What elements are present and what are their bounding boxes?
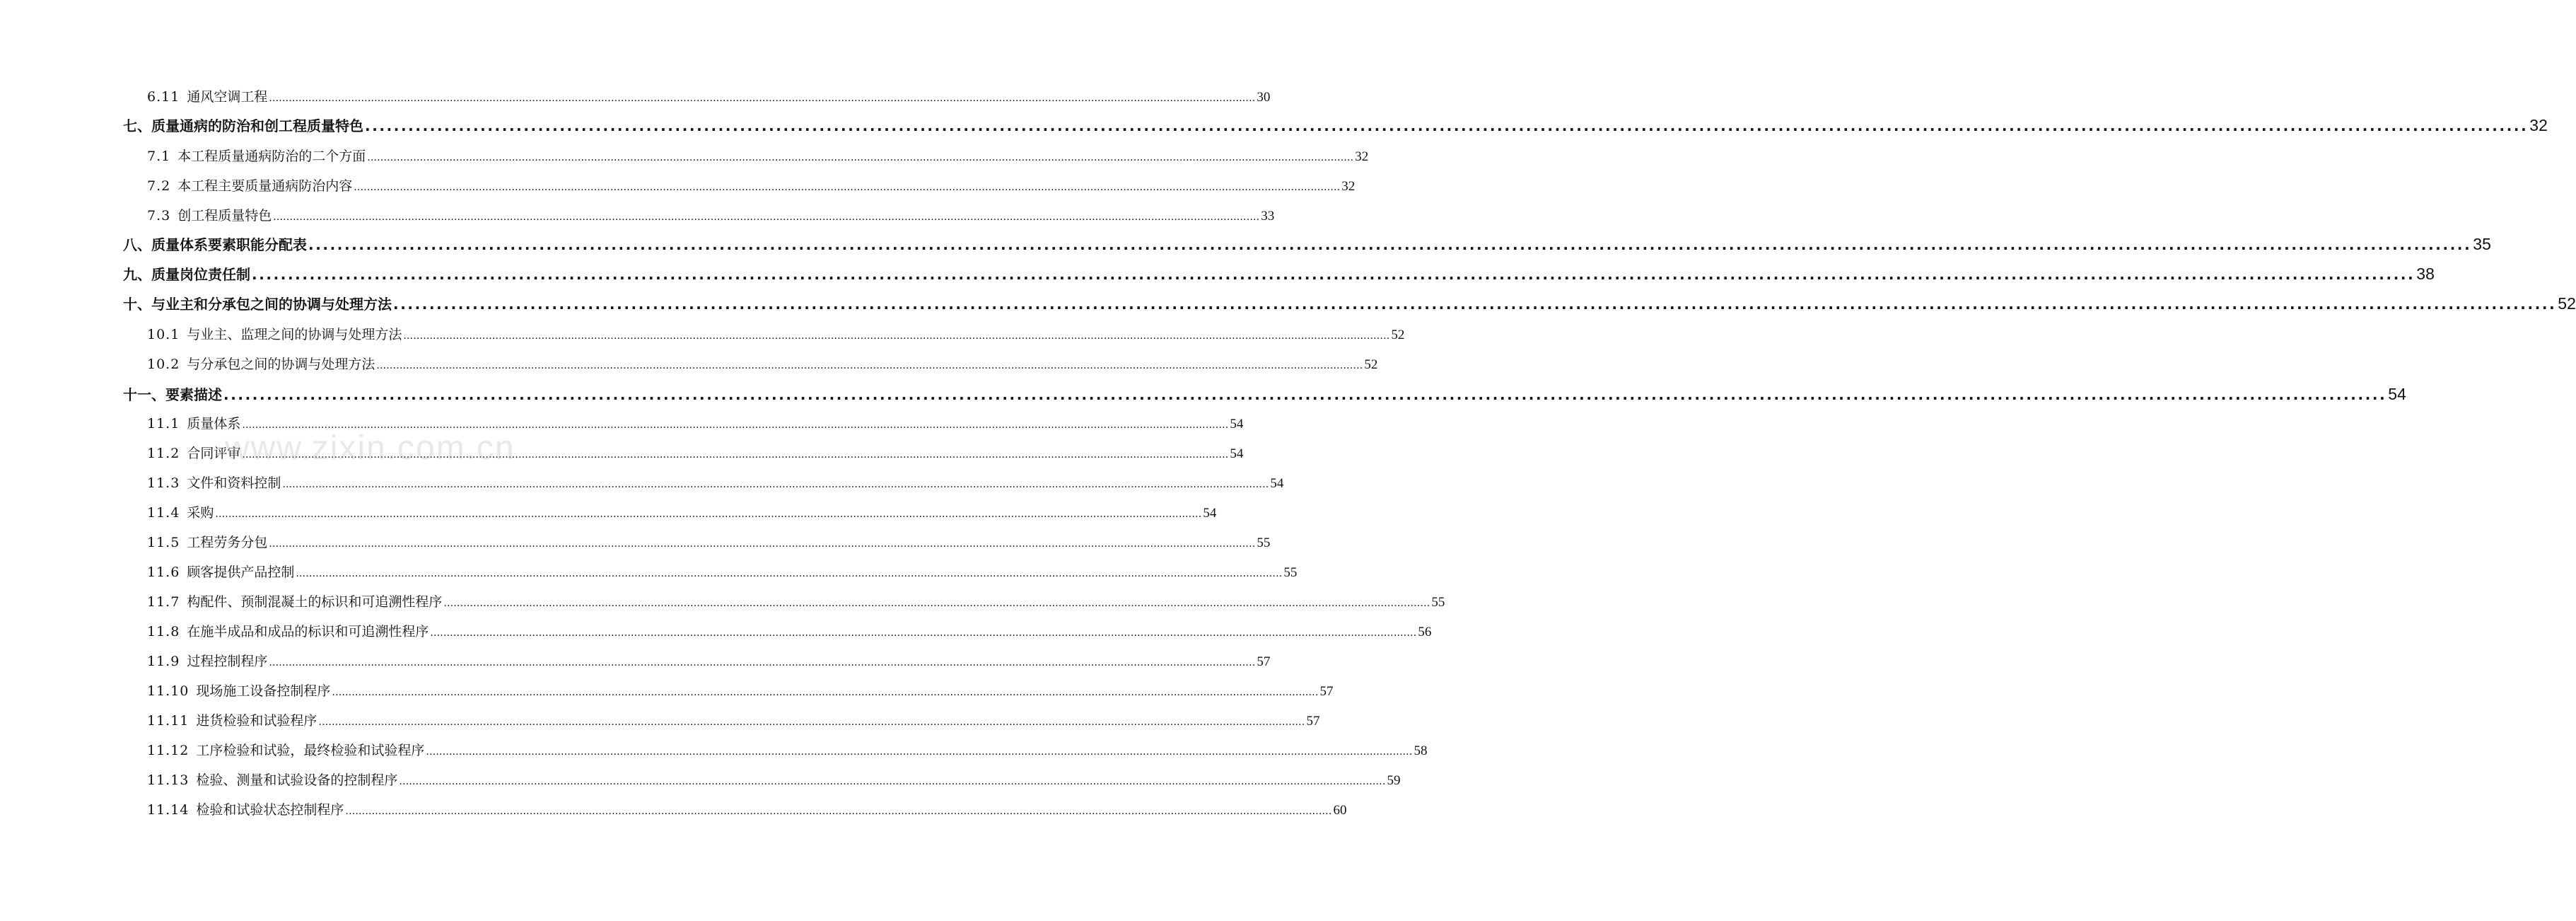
page-number: 32 [1341, 179, 1356, 194]
toc-chapter-entry[interactable] [123, 263, 2435, 284]
section-number: 11.8 [147, 624, 180, 639]
dot-leader: ............................................................................................................................................................................................................................................................................................................ [443, 598, 1430, 609]
entry-title: 九、质量岗位责任制 [123, 266, 250, 283]
dot-leader: ............................................................................................................................................................................................................................................................................................................ [403, 330, 1390, 342]
section-number: 11.5 [147, 535, 180, 550]
entry-title: 检验、测量和试验设备的控制程序 [196, 772, 398, 788]
entry-title: 本工程主要质量通病防治内容 [177, 178, 353, 194]
toc-chapter-entry[interactable] [123, 115, 2548, 136]
entry-title: 质量体系 [187, 416, 241, 431]
dot-leader: ............................................................................................................................................................................................................................................................................................................ [393, 296, 2557, 313]
dot-leader: ............................................................................................................................................................................................................................................................................................................ [242, 419, 1229, 431]
entry-title: 通风空调工程 [187, 89, 268, 105]
page-number: 54 [1230, 446, 1244, 461]
dot-leader: ............................................................................................................................................................................................................................................................................................................ [242, 449, 1229, 460]
toc-section-entry[interactable] [147, 443, 1244, 463]
page-number: 56 [1418, 625, 1432, 639]
dot-leader: ............................................................................................................................................................................................................................................................................................................ [215, 509, 1202, 520]
entry-title: 七、质量通病的防治和创工程质量特色 [123, 117, 363, 134]
page-number: 38 [2416, 265, 2435, 283]
dot-leader: ............................................................................................................................................................................................................................................................................................................ [273, 212, 1260, 223]
dot-leader: ............................................................................................................................................................................................................................................................................................................ [269, 538, 1256, 550]
dot-leader: ............................................................................................................................................................................................................................................................................................................ [308, 236, 2472, 253]
dot-leader: ............................................................................................................................................................................................................................................................................................................ [252, 266, 2415, 283]
toc-section-entry[interactable] [147, 324, 1405, 344]
dot-leader: ............................................................................................................................................................................................................................................................................................................ [376, 360, 1363, 371]
dot-leader: ............................................................................................................................................................................................................................................................................................................ [282, 479, 1269, 490]
section-number: 11.9 [147, 654, 180, 669]
page-number: 55 [1431, 595, 1445, 610]
toc-section-entry[interactable] [147, 86, 1271, 106]
entry-title: 十、与业主和分承包之间的协调与处理方法 [123, 296, 392, 313]
entry-title: 工程劳务分包 [187, 535, 268, 550]
section-number: 6.11 [147, 89, 180, 105]
section-number: 11.12 [147, 743, 190, 758]
toc-section-entry[interactable] [147, 770, 1401, 789]
page-number: 54 [1270, 476, 1284, 491]
page-number: 57 [1306, 714, 1320, 729]
dot-leader: ............................................................................................................................................................................................................................................................................................................ [365, 117, 2529, 134]
dot-leader: ............................................................................................................................................................................................................................................................................................................ [430, 627, 1417, 639]
dot-leader: ............................................................................................................................................................................................................................................................................................................ [426, 746, 1413, 758]
toc-section-entry[interactable] [147, 413, 1244, 433]
dot-leader: ............................................................................................................................................................................................................................................................................................................ [399, 776, 1386, 787]
entry-title: 工序检验和试验，最终检验和试验程序 [196, 743, 425, 758]
entry-title: 文件和资料控制 [187, 475, 281, 491]
dot-leader: ............................................................................................................................................................................................................................................................................................................ [223, 386, 2387, 403]
dot-leader: ............................................................................................................................................................................................................................................................................................................ [354, 182, 1341, 193]
entry-title: 与分承包之间的协调与处理方法 [187, 357, 375, 372]
section-number: 11.7 [147, 594, 180, 610]
toc-section-entry[interactable] [147, 146, 1369, 166]
toc-section-entry[interactable] [147, 740, 1428, 760]
toc-section-entry[interactable] [147, 502, 1217, 522]
page-number: 52 [1391, 328, 1405, 342]
section-number: 11.4 [147, 505, 180, 521]
dot-leader: ............................................................................................................................................................................................................................................................................................................ [269, 93, 1256, 104]
entry-title: 合同评审 [187, 446, 241, 461]
entry-title: 顾客提供产品控制 [187, 564, 295, 580]
page-number: 57 [1257, 654, 1271, 669]
entry-title: 八、质量体系要素职能分配表 [123, 236, 307, 253]
page-number: 32 [2529, 116, 2548, 134]
section-number: 11.1 [147, 416, 180, 431]
entry-title: 采购 [187, 505, 214, 521]
section-number: 10.2 [147, 357, 180, 372]
dot-leader: ............................................................................................................................................................................................................................................................................................................ [296, 568, 1283, 579]
toc-section-entry[interactable] [147, 354, 1378, 373]
section-number: 10.1 [147, 327, 180, 342]
page-number: 59 [1387, 773, 1401, 788]
section-number: 7.1 [147, 149, 171, 164]
section-number: 11.11 [147, 713, 190, 729]
section-number: 11.3 [147, 475, 180, 491]
toc-section-entry[interactable] [147, 532, 1271, 552]
toc-chapter-entry[interactable] [123, 293, 2576, 314]
page-number: 54 [1230, 417, 1244, 431]
entry-title: 与业主、监理之间的协调与处理方法 [187, 327, 402, 342]
entry-title: 现场施工设备控制程序 [196, 683, 331, 699]
page-number: 57 [1319, 684, 1334, 699]
page-number: 55 [1283, 565, 1298, 580]
entry-title: 创工程质量特色 [177, 208, 272, 224]
dot-leader: ............................................................................................................................................................................................................................................................................................................ [269, 657, 1256, 668]
toc-section-entry[interactable] [147, 591, 1445, 611]
toc-section-entry[interactable] [147, 175, 1356, 195]
watermark: www.zixin.com.cn [225, 429, 515, 467]
entry-title: 过程控制程序 [187, 654, 268, 669]
dot-leader: ............................................................................................................................................................................................................................................................................................................ [367, 152, 1354, 163]
section-number: 7.2 [147, 178, 171, 194]
toc-section-entry[interactable] [147, 680, 1334, 700]
page-number: 54 [2388, 385, 2406, 403]
page-number: 30 [1257, 90, 1271, 105]
page-number: 35 [2473, 235, 2491, 253]
toc-chapter-entry[interactable] [123, 233, 2491, 255]
entry-title: 本工程质量通病防治的二个方面 [177, 149, 366, 164]
page-number: 33 [1261, 209, 1275, 224]
toc-section-entry[interactable] [147, 710, 1320, 730]
section-number: 11.2 [147, 446, 180, 461]
toc-section-entry[interactable] [147, 205, 1275, 225]
toc-chapter-entry[interactable] [123, 383, 2406, 405]
entry-title: 进货检验和试验程序 [196, 713, 317, 729]
section-number: 11.14 [147, 802, 190, 818]
page-number: 60 [1333, 803, 1347, 818]
toc-section-entry[interactable] [147, 651, 1271, 671]
toc-section-entry[interactable] [147, 799, 1347, 819]
page-number: 55 [1257, 535, 1271, 550]
toc-section-entry[interactable] [147, 562, 1298, 581]
toc-section-entry[interactable] [147, 473, 1284, 492]
entry-title: 检验和试验状态控制程序 [196, 802, 344, 818]
section-number: 7.3 [147, 208, 171, 224]
entry-title: 在施半成品和成品的标识和可追溯性程序 [187, 624, 429, 639]
section-number: 11.10 [147, 683, 190, 699]
dot-leader: ............................................................................................................................................................................................................................................................................................................ [318, 717, 1305, 728]
page-number: 52 [2558, 294, 2576, 313]
toc-section-entry[interactable] [147, 621, 1432, 641]
section-number: 11.13 [147, 772, 190, 788]
entry-title: 十一、要素描述 [123, 386, 222, 403]
page-number: 54 [1203, 506, 1217, 521]
page-number: 52 [1364, 357, 1378, 372]
dot-leader: ............................................................................................................................................................................................................................................................................................................ [332, 687, 1319, 698]
section-number: 11.6 [147, 564, 180, 580]
page-number: 58 [1414, 743, 1428, 758]
page-number: 32 [1355, 149, 1369, 164]
entry-title: 构配件、预制混凝土的标识和可追溯性程序 [187, 594, 443, 610]
dot-leader: ............................................................................................................................................................................................................................................................................................................ [345, 806, 1332, 817]
